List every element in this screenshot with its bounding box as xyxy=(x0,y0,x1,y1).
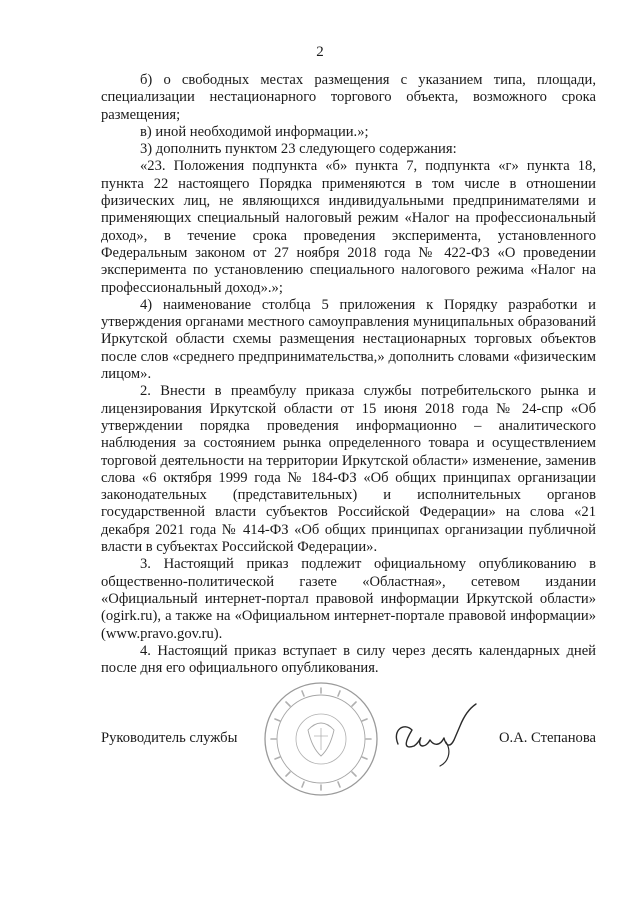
paragraph-b-vacancies: б) о свободных местах размещения с указанием типа, площади, специализации нестационарного торгового объекта, возможного срока размещения; xyxy=(101,72,596,123)
paragraph-item-4: 4) наименование столбца 5 приложения к Порядку разработки и утверждения органами местного самоуправления муниципальных образований Иркутской области схемы размещения нестационарных торговых объектов после слов «среднего предпринимательства,» дополнить словами «физическим лицом». xyxy=(101,296,596,383)
paragraph-section-4: 4. Настоящий приказ вступает в силу через десять календарных дней после дня его официального опубликования. xyxy=(101,642,596,677)
paragraph-item-23: «23. Положения подпункта «б» пункта 7, подпункта «г» пункта 18, пункта 22 настоящего Порядка применяются в том числе в отношении физических лиц, не являющихся индивидуальными предпринимателями и применяющих специальный налоговый режим «Налог на профессиональный доход», в течение срока проведения эксперимента, установленного Федеральным законом от 27 ноября 2018 года № 422-ФЗ «О проведении эксперимента по установлению специального налогового режима «Налог на профессиональный доход».»; xyxy=(101,158,596,296)
signatory-name: О.А. Степанова xyxy=(499,730,596,746)
document-body xyxy=(101,72,596,677)
paragraph-v-other-info: в) иной необходимой информации.»; xyxy=(140,123,369,140)
signature-block xyxy=(101,730,596,750)
signatory-role: Руководитель службы xyxy=(101,730,238,746)
paragraph-section-2: 2. Внести в преамбулу приказа службы потребительского рынка и лицензирования Иркутской области от 15 июня 2018 года № 24-спр «Об утверждении порядка проведения информационно – аналитического наблюдения за состоянием рынка определенного товара и осуществлением торговой деятельности на территории Иркутской области» изменение, заменив слова «6 октября 1999 года № 184-ФЗ «Об общих принципах организации законодательных (представительных) и исполнительных органов государственной власти субъектов Российской Федерации» на слова «21 декабря 2021 года № 414-ФЗ «Об общих принципах организации публичной власти в субъектах Российской Федерации». xyxy=(101,383,596,556)
paragraph-section-3: 3. Настоящий приказ подлежит официальному опубликованию в общественно-политической газете «Областная», сетевом издании «Официальный интернет-портал правовой информации Иркутской области» (ogirk.ru), а также на «Официальном интернет-портале правовой информации» (www.pravo.gov.ru). xyxy=(101,556,596,642)
page-number: 2 xyxy=(316,44,324,60)
paragraph-item-3: 3) дополнить пунктом 23 следующего содержания: xyxy=(140,141,457,158)
